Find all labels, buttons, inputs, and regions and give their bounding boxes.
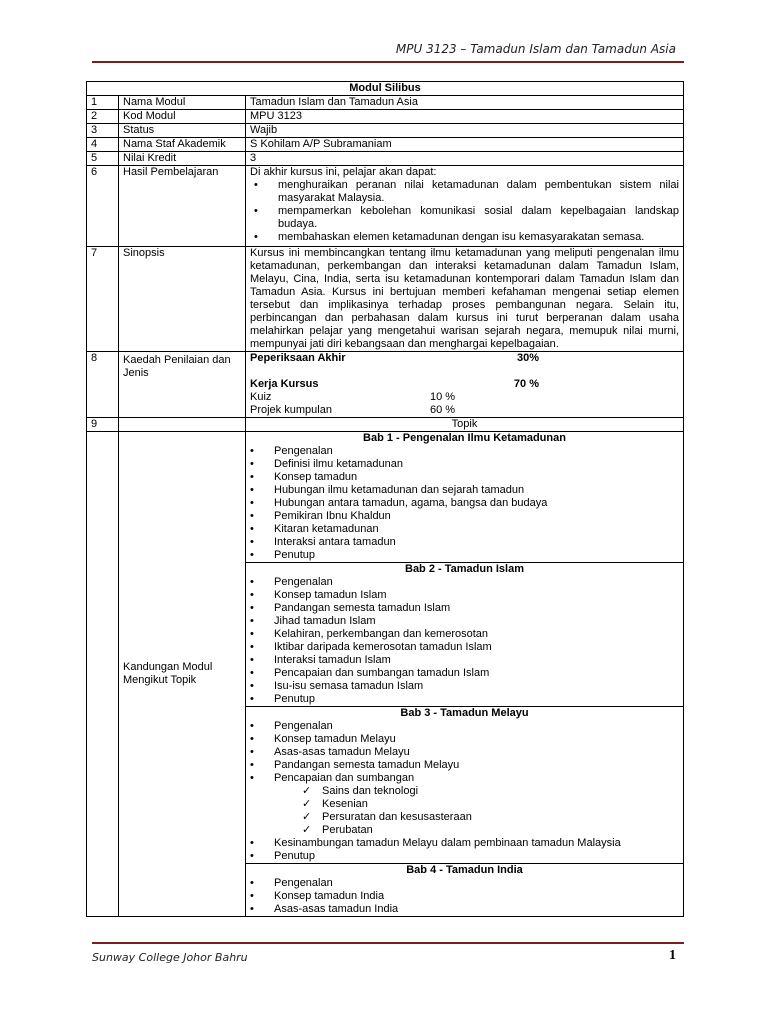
- assessment-row: [87, 352, 684, 418]
- row-label: Hasil Pembelajaran: [119, 166, 246, 247]
- topics-cell: [246, 432, 684, 917]
- row-label: Nama Staf Akademik: [119, 138, 246, 152]
- table-row: [87, 152, 684, 166]
- topic-text: Konsep tamadun Melayu: [274, 733, 396, 745]
- row-number: 1: [87, 96, 119, 110]
- list-item: [274, 602, 683, 615]
- footer-institution: Sunway College Johor Bahru: [92, 951, 248, 964]
- assessment-item-percent: 10 %: [430, 391, 456, 403]
- page-number: 1: [669, 948, 676, 963]
- subtopic-item: ✓ Sains dan teknologi: [322, 785, 683, 798]
- list-item: [274, 615, 683, 628]
- topic-text: Iktibar daripada kemerosotan tamadun Islam: [274, 641, 492, 653]
- row-label: Nama Modul: [119, 96, 246, 110]
- assessment-table: [250, 352, 679, 417]
- list-item: [274, 746, 683, 759]
- list-item: [274, 667, 683, 680]
- topic-text: Pandangan semesta tamadun Islam: [274, 602, 451, 614]
- table-row: [87, 110, 684, 124]
- list-item: [274, 549, 683, 562]
- coursework-percent: 70 %: [513, 378, 539, 390]
- topics-header-row: [87, 418, 684, 432]
- row-number: 7: [87, 247, 119, 352]
- chapter-topic-list: [246, 576, 683, 706]
- list-item: • mempamerkan kebolehan komunikasi sosial dalam kepelbagaian landskap budaya.: [278, 205, 679, 231]
- row-number: 8: [87, 352, 119, 418]
- subtopic-list: [274, 785, 683, 837]
- subtopic-item: ✓ Kesenian: [322, 798, 683, 811]
- topic-text: Hubungan antara tamadun, agama, bangsa dan budaya: [274, 497, 548, 509]
- topic-text: Penutup: [274, 850, 315, 862]
- list-item: [274, 536, 683, 549]
- chapter-section: [246, 563, 683, 707]
- chapter-title: Bab 4 - Tamadun India: [406, 864, 523, 876]
- topic-text: Konsep tamadun India: [274, 890, 385, 902]
- list-item: [274, 733, 683, 746]
- list-item: • membahaskan elemen ketamadunan dengan isu kemasyarakatan semasa.: [278, 231, 679, 244]
- topic-text: Konsep tamadun Islam: [274, 589, 387, 601]
- final-exam-percent: 30%: [516, 352, 539, 364]
- topics-label: Kandungan Modul Mengikut Topik: [119, 432, 246, 917]
- row-value: Wajib: [246, 124, 684, 138]
- row-number: 3: [87, 124, 119, 138]
- topic-text: Penutup: [274, 693, 315, 705]
- chapter-topic-list: [246, 445, 683, 562]
- header-divider: [92, 61, 684, 63]
- topic-text: Pengenalan: [274, 877, 333, 889]
- row-label: Status: [119, 124, 246, 138]
- coursework-label: Kerja Kursus: [250, 378, 319, 390]
- row-number: 9: [87, 418, 119, 432]
- chapter-section: [246, 707, 683, 864]
- chapter-section: [246, 432, 683, 563]
- topic-text: Konsep tamadun: [274, 471, 358, 483]
- row-value: S Kohilam A/P Subramaniam: [246, 138, 684, 152]
- topic-text: Jihad tamadun Islam: [274, 615, 376, 627]
- page-header-title: MPU 3123 – Tamadun Islam dan Tamadun Asia: [395, 42, 676, 56]
- list-item: [274, 641, 683, 654]
- chapters-table: [246, 432, 683, 916]
- list-item: [274, 850, 683, 863]
- list-item: [274, 523, 683, 536]
- list-item: [274, 877, 683, 890]
- assessment-cell: [246, 352, 684, 418]
- subtopic-item: ✓ Perubatan: [322, 824, 683, 837]
- topics-header: Topik: [246, 418, 684, 432]
- outcomes-cell: [246, 166, 684, 247]
- list-item: [274, 458, 683, 471]
- list-item: [274, 471, 683, 484]
- chapter-topic-list: [246, 877, 683, 916]
- topic-text: Pencapaian dan sumbangan: [274, 772, 415, 784]
- row-label: Nilai Kredit: [119, 152, 246, 166]
- outcomes-intro: Di akhir kursus ini, pelajar akan dapat:: [250, 166, 437, 178]
- chapter-topic-list: [246, 720, 683, 863]
- topic-text: Isu-isu semasa tamadun Islam: [274, 680, 424, 692]
- list-item: [274, 837, 683, 850]
- row-number: 5: [87, 152, 119, 166]
- chapter-title: Bab 3 - Tamadun Melayu: [400, 707, 529, 719]
- syllabus-table: [86, 81, 684, 917]
- table-row: [87, 138, 684, 152]
- topic-text: Pengenalan: [274, 576, 333, 588]
- list-item: [274, 510, 683, 523]
- list-item: [274, 654, 683, 667]
- topics-content-row: [87, 432, 684, 917]
- simple-rows: [87, 96, 684, 166]
- topic-text: Kelahiran, perkembangan dan kemerosotan: [274, 628, 489, 640]
- table-caption: Modul Silibus: [87, 82, 684, 96]
- assessment-item-name: Kuiz: [250, 391, 272, 403]
- list-item: [274, 628, 683, 641]
- table-caption-row: [87, 82, 684, 96]
- row-label: Sinopsis: [119, 247, 246, 352]
- row-label: Kod Modul: [119, 110, 246, 124]
- list-item: [274, 772, 683, 837]
- topic-text: Kitaran ketamadunan: [274, 523, 379, 535]
- topic-text: Definisi ilmu ketamadunan: [274, 458, 404, 470]
- topic-text: Hubungan ilmu ketamadunan dan sejarah tamadun: [274, 484, 525, 496]
- topic-text: Pandangan semesta tamadun Melayu: [274, 759, 460, 771]
- subtopic-item: ✓ Persuratan dan kesusasteraan: [322, 811, 683, 824]
- table-row: [87, 96, 684, 110]
- row-number: 2: [87, 110, 119, 124]
- final-exam-label: Peperiksaan Akhir: [250, 352, 346, 364]
- list-item: [274, 693, 683, 706]
- topic-text: Pengenalan: [274, 720, 333, 732]
- topic-text: Pencapaian dan sumbangan tamadun Islam: [274, 667, 490, 679]
- assessment-item-percent: 60 %: [430, 404, 456, 416]
- list-item: [274, 720, 683, 733]
- chapter-section: [246, 864, 683, 917]
- row-value: Tamadun Islam dan Tamadun Asia: [246, 96, 684, 110]
- outcomes-list: [250, 179, 679, 244]
- row-label: Kaedah Penilaian dan Jenis: [119, 352, 246, 418]
- row-value: 3: [246, 152, 684, 166]
- topic-text: Penutup: [274, 549, 315, 561]
- list-item: [274, 484, 683, 497]
- assessment-item-name: Projek kumpulan: [250, 404, 332, 416]
- list-item: [274, 497, 683, 510]
- chapter-title: Bab 2 - Tamadun Islam: [405, 563, 524, 575]
- list-item: • menghuraikan peranan nilai ketamadunan dalam pembentukan sistem nilai masyarakat Malaysia.: [278, 179, 679, 205]
- topic-text: Asas-asas tamadun Melayu: [274, 746, 410, 758]
- list-item: [274, 445, 683, 458]
- row-number: 6: [87, 166, 119, 247]
- topic-text: Asas-asas tamadun India: [274, 903, 399, 915]
- topic-text: Interaksi tamadun Islam: [274, 654, 391, 666]
- topic-text: Kesinambungan tamadun Melayu dalam pembinaan tamadun Malaysia: [274, 837, 621, 849]
- list-item: [274, 890, 683, 903]
- topic-text: Pengenalan: [274, 445, 333, 457]
- list-item: [274, 680, 683, 693]
- outcomes-row: [87, 166, 684, 247]
- row-value: MPU 3123: [246, 110, 684, 124]
- row-number: 4: [87, 138, 119, 152]
- topic-text: Pemikiran Ibnu Khaldun: [274, 510, 391, 522]
- list-item: [274, 589, 683, 602]
- synopsis-text: Kursus ini membincangkan tentang ilmu ketamadunan yang meliputi pengenalan ilmu ketamadunan, perkembangan dan interaksi ketamadunan dalam Tamadun Islam, Melayu, Cina, India, serta isu ketamadunan kontemporari dalam Tamadun Islam dan Tamadun Asia. Kursus ini bertujuan memberi kefahaman mengenai setiap elemen tersebut dan implikasinya terhadap proses pembangunan negara. Selain itu, perbincangan dan perbahasan dalam kursus ini turut berperanan dalam usaha melahirkan pelajar yang mengetahui warisan sejarah negara, memupuk nilai murni, mempunyai jati diri kebangsaan dan menghargai kepelbagaian.: [246, 247, 684, 352]
- topic-text: Interaksi antara tamadun: [274, 536, 396, 548]
- list-item: [274, 576, 683, 589]
- list-item: [274, 759, 683, 772]
- chapter-title: Bab 1 - Pengenalan Ilmu Ketamadunan: [363, 432, 566, 444]
- footer-divider: [92, 942, 684, 944]
- table-row: [87, 124, 684, 138]
- list-item: [274, 903, 683, 916]
- synopsis-row: [87, 247, 684, 352]
